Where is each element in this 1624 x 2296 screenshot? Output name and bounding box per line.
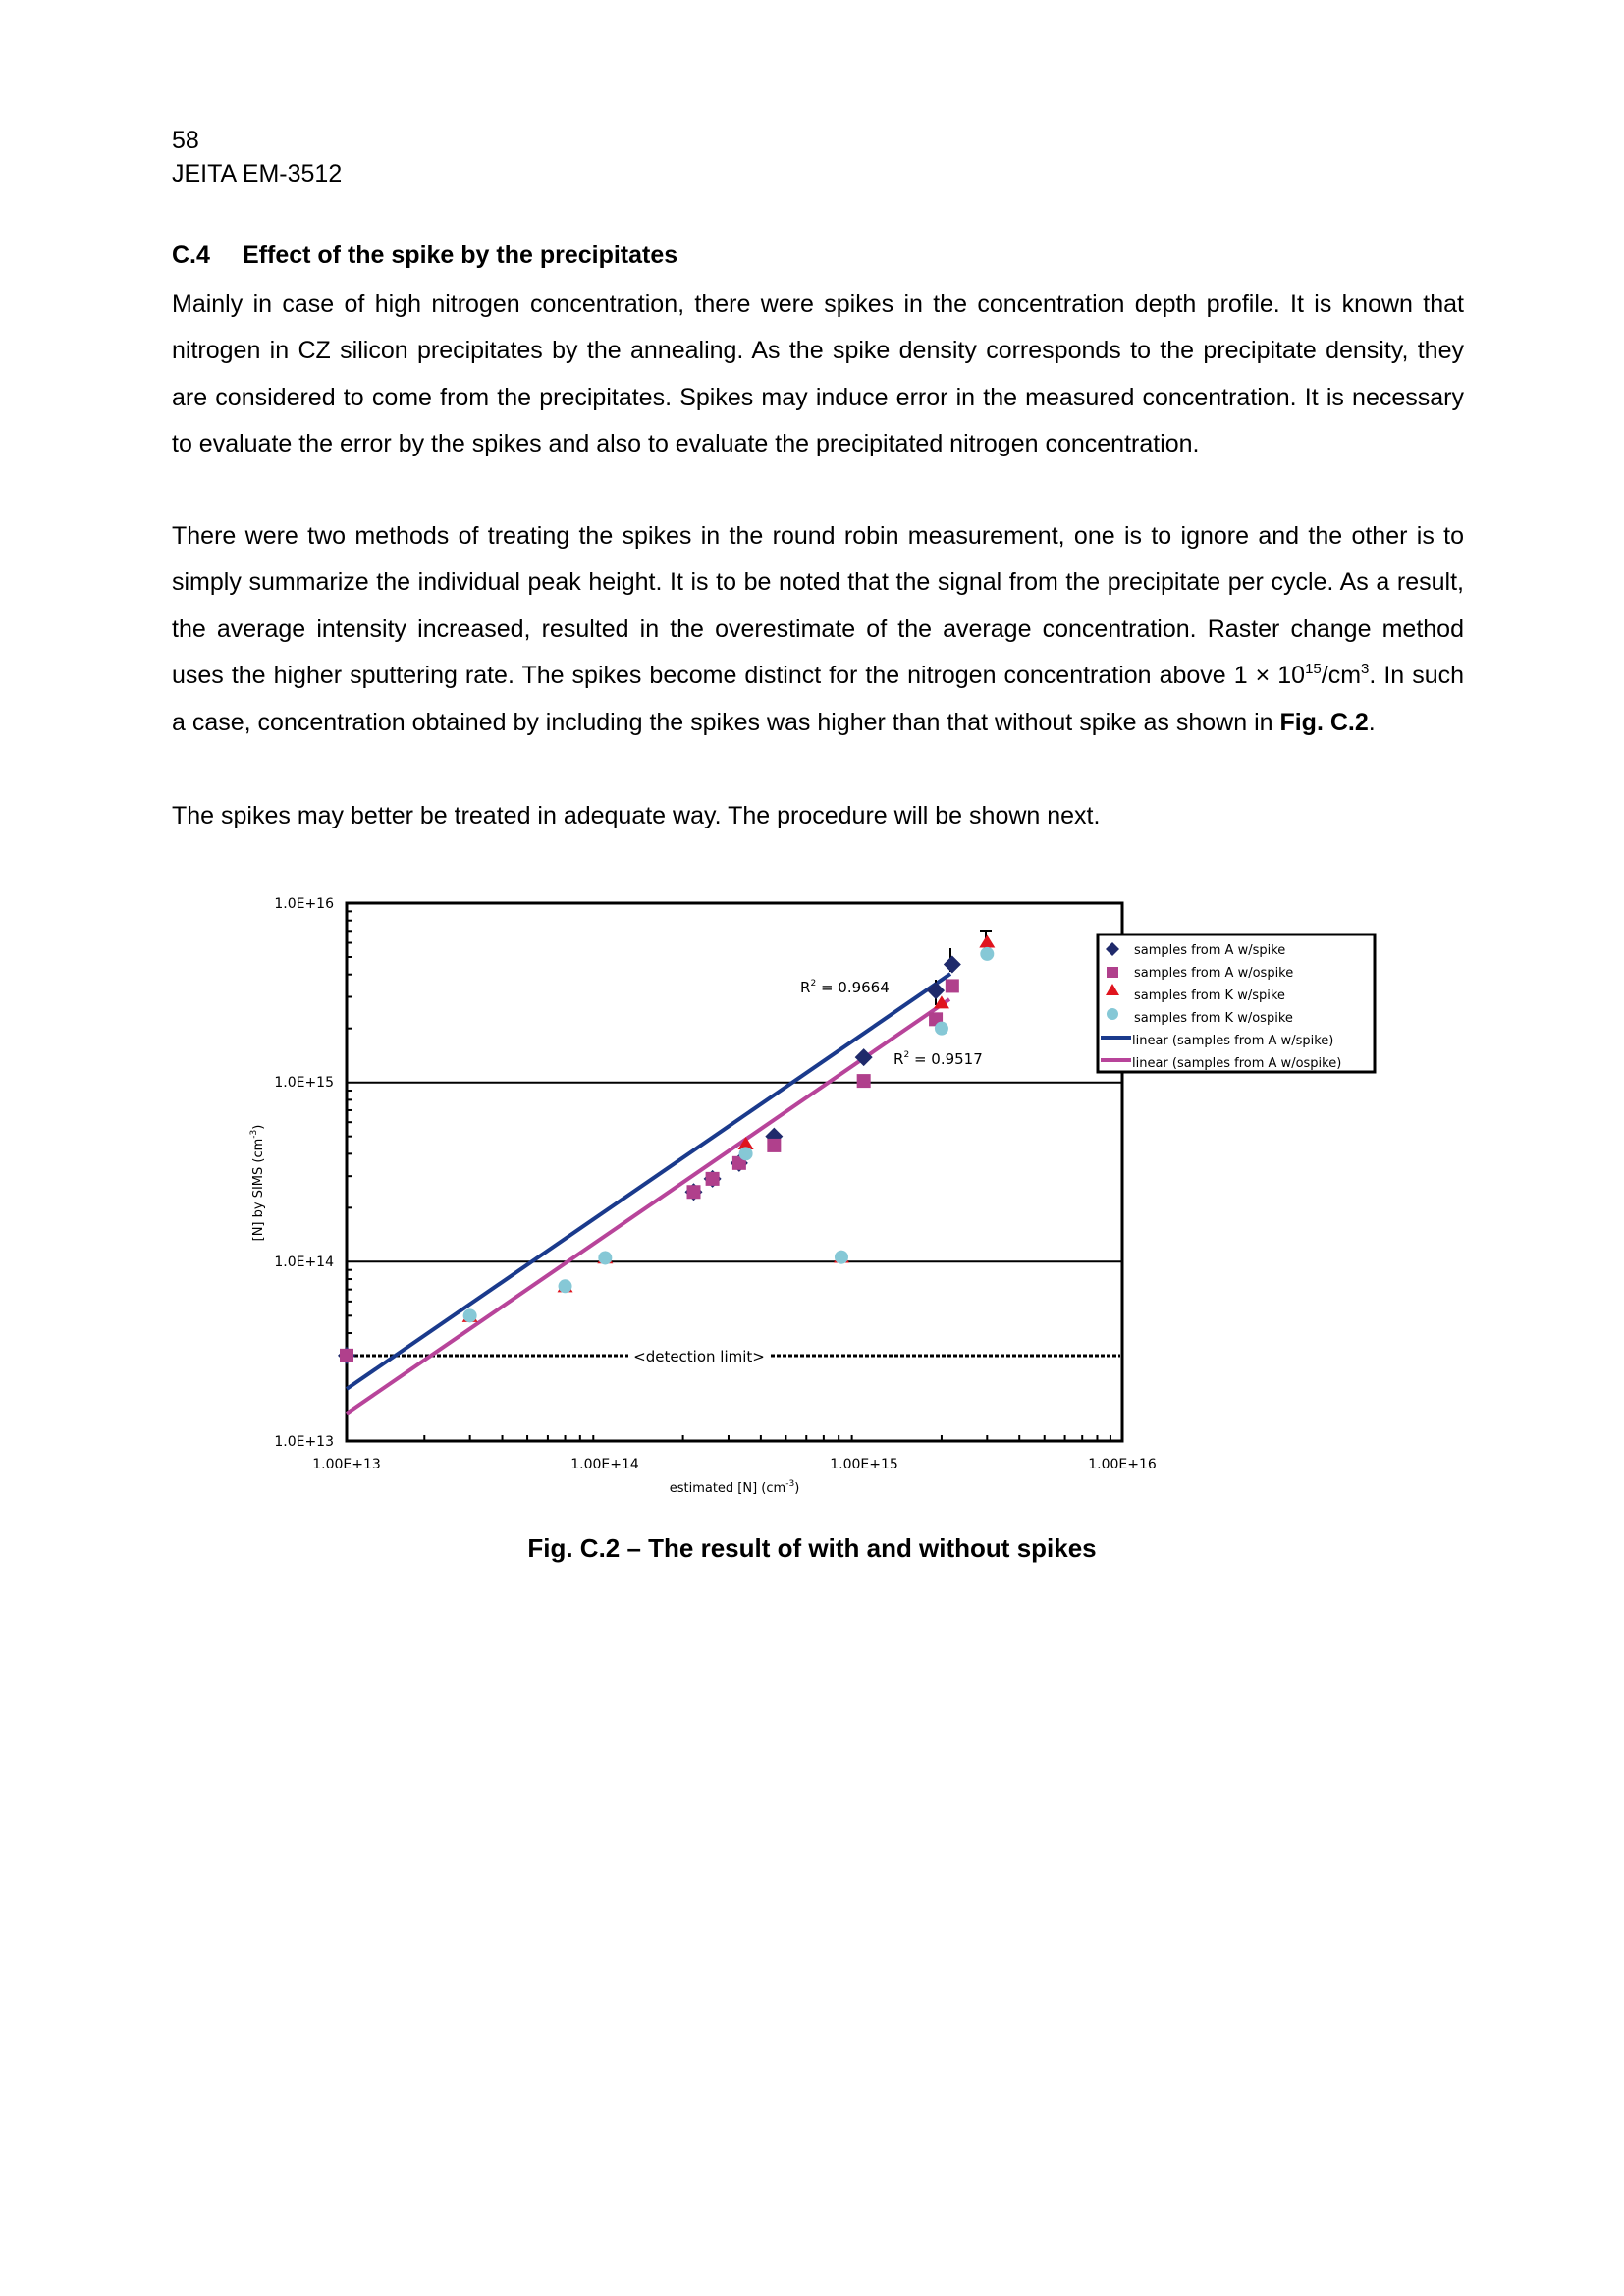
x-tick-labels: [312, 1457, 1157, 1472]
legend-label: samples from K w/spike: [1134, 988, 1285, 1003]
svg-text:1.00E+14: 1.00E+14: [570, 1457, 639, 1472]
legend-label: linear (samples from A w/spike): [1132, 1034, 1334, 1048]
square-marker: [706, 1172, 720, 1186]
document-id: JEITA EM-3512: [172, 160, 343, 187]
svg-text:1.00E+16: 1.00E+16: [1088, 1457, 1157, 1472]
square-marker: [946, 979, 959, 992]
detection-limit-label: <detection limit>: [633, 1348, 765, 1365]
svg-text:1.00E+13: 1.00E+13: [312, 1457, 381, 1472]
circle-marker: [463, 1308, 477, 1322]
y-tick-labels: [274, 896, 334, 1450]
gridlines: [347, 1083, 1122, 1262]
data-markers: [338, 935, 995, 1364]
text-run: . In such a case, concentration obtained by including the spikes was higher than that without spike as shown in: [172, 662, 1464, 736]
square-marker: [857, 1074, 871, 1088]
svg-text:1.0E+16: 1.0E+16: [274, 896, 334, 912]
text-run: .: [1368, 708, 1376, 736]
superscript: 15: [1305, 661, 1322, 678]
circle-marker: [559, 1279, 572, 1293]
r2-spike-label: $R^2 = 0.9664$: [800, 979, 890, 996]
diamond-marker: [944, 955, 961, 973]
circle-marker: [935, 1022, 948, 1036]
circle-marker: [739, 1147, 753, 1160]
page-number: 58: [172, 127, 199, 154]
section-title: Effect of the spike by the precipitates: [243, 241, 678, 269]
svg-text:1.0E+15: 1.0E+15: [274, 1075, 334, 1091]
legend-label: samples from K w/ospike: [1134, 1011, 1293, 1026]
svg-text:1.0E+13: 1.0E+13: [274, 1434, 334, 1450]
trendline-a-spike: [347, 974, 950, 1389]
x-axis-label: estimated [N] $(cm^{-3})$: [669, 1479, 800, 1496]
superscript: 3: [1361, 661, 1370, 678]
figure-reference: Fig. C.2: [1279, 708, 1369, 736]
square-marker: [767, 1139, 781, 1152]
r2-ospike-label: $R^2 = 0.9517$: [893, 1050, 983, 1068]
circle-marker: [598, 1251, 612, 1264]
text-run: /cm: [1321, 662, 1362, 690]
legend-label: linear (samples from A w/ospike): [1132, 1056, 1342, 1071]
legend: [1098, 934, 1375, 1072]
figure-caption: Fig. C.2 – The result of with and without spikes: [527, 1533, 1097, 1563]
text-run: There were two methods of treating the spikes in the round robin measurement, one is to ignore and the other is to simply summarize the individual peak height. It is to be noted that the signal from the precipitate per cycle. As a result, the average intensity increased, resulted in the overestimate of the average concentration. Raster change method uses the higher sputtering rate. The spikes become distinct for the nitrogen concentration above 1 × 10: [172, 522, 1464, 690]
square-marker: [687, 1185, 701, 1199]
legend-label: samples from A w/spike: [1134, 943, 1286, 958]
square-icon: [1107, 967, 1118, 978]
paragraph-1: Mainly in case of high nitrogen concentration, there were spikes in the concentration depth profile. It is known that nitrogen in CZ silicon precipitates by the annealing. As the spike density corresponds to the precipitate density, they are considered to come from the precipitates. Spikes may induce error in the measured concentration. It is necessary to evaluate the error by the spikes and also to evaluate the precipitated nitrogen concentration.: [172, 291, 1464, 458]
square-marker: [340, 1349, 353, 1362]
paragraph-3: The spikes may better be treated in adequate way. The procedure will be shown next.: [172, 802, 1101, 829]
triangle-marker: [979, 935, 995, 948]
legend-label: samples from A w/ospike: [1134, 966, 1294, 981]
circle-marker: [980, 947, 994, 961]
svg-text:1.00E+15: 1.00E+15: [830, 1457, 898, 1472]
section-number: C.4: [172, 241, 210, 269]
y-axis-label: [N] by SIMS $(cm^{-3})$: [249, 1124, 266, 1242]
circle-marker: [835, 1251, 848, 1264]
circle-icon: [1107, 1008, 1118, 1020]
svg-text:1.0E+14: 1.0E+14: [274, 1255, 334, 1270]
